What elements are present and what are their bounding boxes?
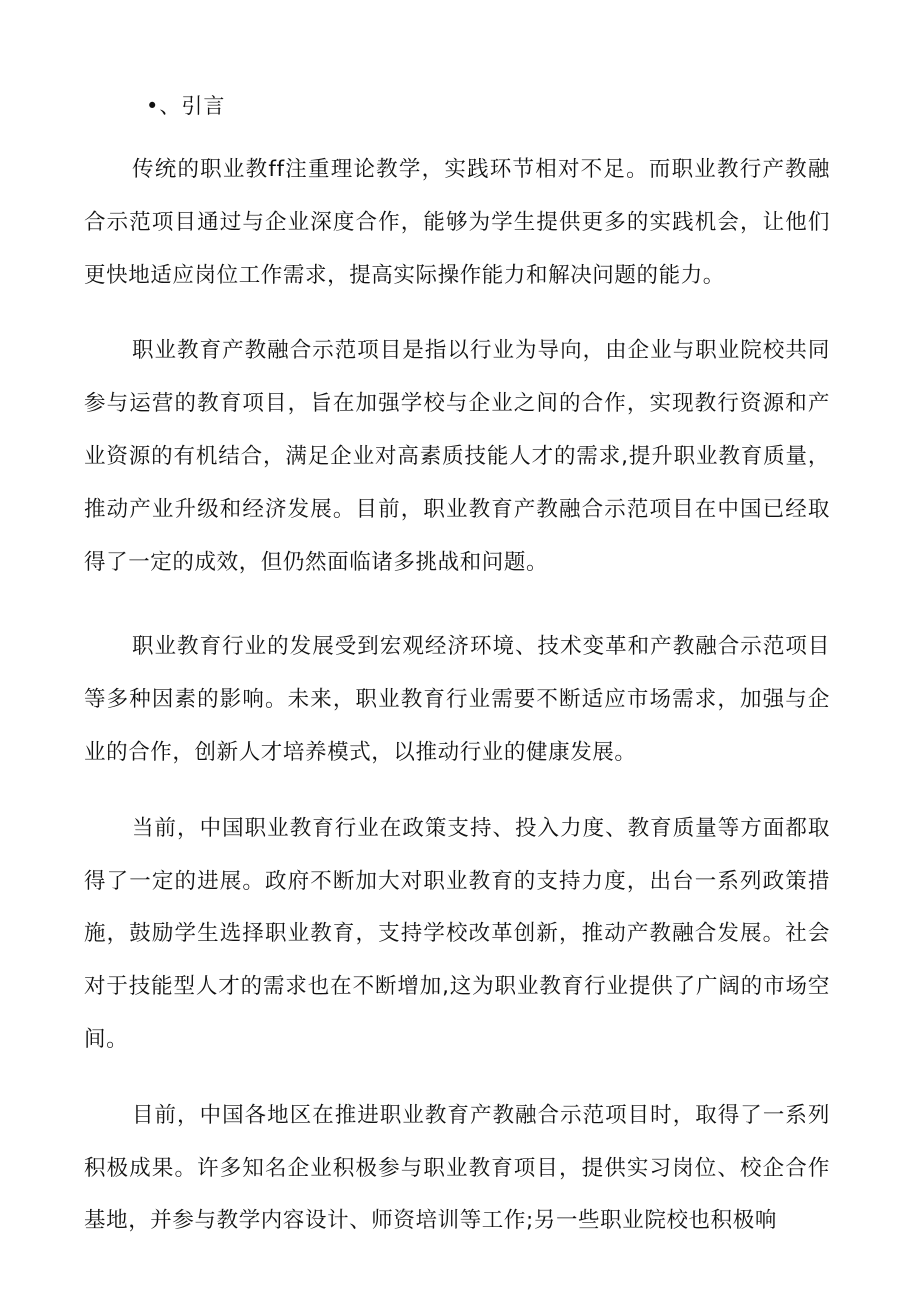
document-body [84,144,830,1266]
paragraph-1: 传统的职业教ff注重理论教学，实践环节相对不足。而职业教行产教融合示范项目通过与企业深度合作，能够为学生提供更多的实践机会，让他们更快地适应岗位工作需求，提高实际操作能力和解决问题的能力。 [84,157,830,288]
paragraph-5: 目前，中国各地区在推进职业教育产教融合示范项目时，取得了一系列积极成果。许多知名企业积极参与职业教育项目，提供实习岗位、校企合作基地，并参与教学内容设计、师资培训等工作;另一些职业院校也积极响 [84,1102,830,1234]
section-heading: •、引言 [146,94,226,118]
paragraph-2: 职业教育产教融合示范项目是指以行业为导向，由企业与职业院校共同参与运营的教育项目，旨在加强学校与企业之间的合作，实现教行资源和产业资源的有机结合，满足企业对高素质技能人才的需求,提升职业教育质量，推动产业升级和经济发展。目前，职业教育产教融合示范项目在中国已经取得了一定的成效，但仍然面临诸多挑战和问题。 [84,338,830,575]
paragraph-4: 当前，中国职业教育行业在政策支持、投入力度、教育质量等方面都取得了一定的进展。政府不断加大对职业教育的支持力度，出台一系列政策措施，鼓励学生选择职业教育，支持学校改革创新，推动产教融合发展。社会对于技能型人才的需求也在不断增加,这为职业教育行业提供了广阔的市场空间。 [84,815,830,1052]
paragraph-3: 职业教育行业的发展受到宏观经济环境、技术变革和产教融合示范项目等多种因素的影响。未来，职业教育行业需要不断适应市场需求，加强与企业的合作，创新人才培养模式，以推动行业的健康发展。 [84,634,830,765]
